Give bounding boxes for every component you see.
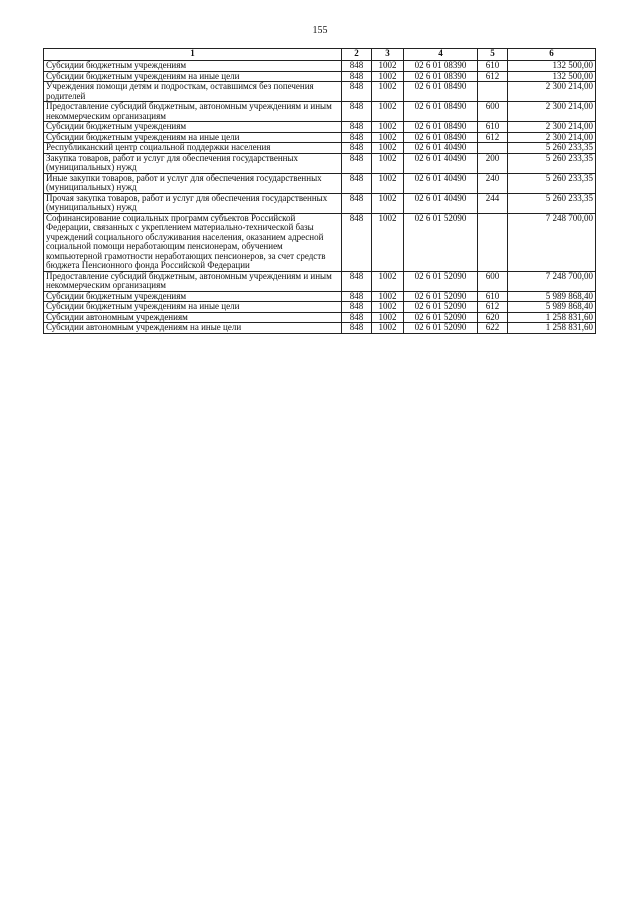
expense-type-cell: 600	[478, 102, 508, 122]
amount-cell: 2 300 214,00	[508, 122, 596, 133]
amount-cell: 5 260 233,35	[508, 143, 596, 154]
expense-type-cell: 610	[478, 291, 508, 302]
table-row	[44, 82, 596, 102]
item-name-cell: Предоставление субсидий бюджетным, автономным учреждениям и иным некоммерческим организациям	[44, 102, 342, 122]
column-header: 6	[508, 49, 596, 61]
item-name-cell: Субсидии бюджетным учреждениям на иные цели	[44, 302, 342, 313]
table-row	[44, 102, 596, 122]
expense-type-cell: 610	[478, 61, 508, 72]
expense-type-cell: 612	[478, 132, 508, 143]
expense-type-cell: 600	[478, 271, 508, 291]
ministry-code-cell: 848	[342, 102, 372, 122]
target-article-cell: 02 6 01 40490	[404, 143, 478, 154]
target-article-cell: 02 6 01 52090	[404, 312, 478, 323]
amount-cell: 7 248 700,00	[508, 213, 596, 271]
amount-cell: 5 260 233,35	[508, 153, 596, 173]
item-name-cell: Субсидии бюджетным учреждениям	[44, 61, 342, 72]
amount-cell: 2 300 214,00	[508, 132, 596, 143]
column-header: 3	[372, 49, 404, 61]
table-row	[44, 143, 596, 154]
item-name-cell: Субсидии бюджетным учреждениям на иные цели	[44, 71, 342, 82]
item-name-cell: Иные закупки товаров, работ и услуг для обеспечения государственных (муниципальных) нужд	[44, 173, 342, 193]
table-row	[44, 271, 596, 291]
amount-cell: 132 500,00	[508, 71, 596, 82]
table-row	[44, 193, 596, 213]
amount-cell: 1 258 831,60	[508, 312, 596, 323]
expense-type-cell: 240	[478, 173, 508, 193]
ministry-code-cell: 848	[342, 153, 372, 173]
amount-cell: 2 300 214,00	[508, 82, 596, 102]
ministry-code-cell: 848	[342, 143, 372, 154]
expense-type-cell: 612	[478, 302, 508, 313]
item-name-cell: Республиканский центр социальной поддержки населения	[44, 143, 342, 154]
item-name-cell: Прочая закупка товаров, работ и услуг для обеспечения государственных (муниципальных) нужд	[44, 193, 342, 213]
target-article-cell: 02 6 01 52090	[404, 302, 478, 313]
budget-table	[43, 48, 596, 334]
table-row	[44, 132, 596, 143]
item-name-cell: Субсидии бюджетным учреждениям	[44, 291, 342, 302]
table-body	[44, 61, 596, 334]
item-name-cell: Софинансирование социальных программ субъектов Российской Федерации, связанных с укреплением материально-технической базы учреждений социального обслуживания населения, оказанием адресной социальной помощи неработающим пенсионерам, обучением компьютерной грамотности неработающих пенсионеров, за счет средств бюджета Пенсионного фонда Российской Федерации	[44, 213, 342, 271]
section-code-cell: 1002	[372, 153, 404, 173]
target-article-cell: 02 6 01 52090	[404, 213, 478, 271]
ministry-code-cell: 848	[342, 291, 372, 302]
expense-type-cell: 244	[478, 193, 508, 213]
ministry-code-cell: 848	[342, 132, 372, 143]
item-name-cell: Закупка товаров, работ и услуг для обеспечения государственных (муниципальных) нужд	[44, 153, 342, 173]
expense-type-cell: 620	[478, 312, 508, 323]
expense-type-cell: 200	[478, 153, 508, 173]
table-row	[44, 173, 596, 193]
ministry-code-cell: 848	[342, 82, 372, 102]
item-name-cell: Субсидии автономным учреждениям	[44, 312, 342, 323]
target-article-cell: 02 6 01 08390	[404, 61, 478, 72]
table-row	[44, 153, 596, 173]
table-row	[44, 302, 596, 313]
section-code-cell: 1002	[372, 143, 404, 154]
table-row	[44, 291, 596, 302]
target-article-cell: 02 6 01 08490	[404, 102, 478, 122]
section-code-cell: 1002	[372, 312, 404, 323]
target-article-cell: 02 6 01 52090	[404, 323, 478, 334]
amount-cell: 5 260 233,35	[508, 193, 596, 213]
column-header: 4	[404, 49, 478, 61]
section-code-cell: 1002	[372, 71, 404, 82]
ministry-code-cell: 848	[342, 271, 372, 291]
expense-type-cell	[478, 82, 508, 102]
amount-cell: 132 500,00	[508, 61, 596, 72]
item-name-cell: Учреждения помощи детям и подросткам, оставшимся без попечения родителей	[44, 82, 342, 102]
target-article-cell: 02 6 01 08390	[404, 71, 478, 82]
ministry-code-cell: 848	[342, 71, 372, 82]
section-code-cell: 1002	[372, 302, 404, 313]
table-row	[44, 71, 596, 82]
ministry-code-cell: 848	[342, 122, 372, 133]
column-header: 1	[44, 49, 342, 61]
table-row	[44, 61, 596, 72]
amount-cell: 5 989 868,40	[508, 302, 596, 313]
amount-cell: 2 300 214,00	[508, 102, 596, 122]
section-code-cell: 1002	[372, 213, 404, 271]
table-row	[44, 213, 596, 271]
ministry-code-cell: 848	[342, 302, 372, 313]
column-header: 5	[478, 49, 508, 61]
section-code-cell: 1002	[372, 122, 404, 133]
ministry-code-cell: 848	[342, 312, 372, 323]
amount-cell: 5 260 233,35	[508, 173, 596, 193]
item-name-cell: Субсидии бюджетным учреждениям на иные цели	[44, 132, 342, 143]
target-article-cell: 02 6 01 52090	[404, 291, 478, 302]
expense-type-cell: 610	[478, 122, 508, 133]
section-code-cell: 1002	[372, 82, 404, 102]
ministry-code-cell: 848	[342, 61, 372, 72]
target-article-cell: 02 6 01 08490	[404, 122, 478, 133]
ministry-code-cell: 848	[342, 173, 372, 193]
target-article-cell: 02 6 01 40490	[404, 173, 478, 193]
page-number: 155	[312, 25, 328, 36]
ministry-code-cell: 848	[342, 323, 372, 334]
expense-type-cell: 622	[478, 323, 508, 334]
target-article-cell: 02 6 01 40490	[404, 193, 478, 213]
section-code-cell: 1002	[372, 102, 404, 122]
section-code-cell: 1002	[372, 323, 404, 334]
column-header: 2	[342, 49, 372, 61]
ministry-code-cell: 848	[342, 193, 372, 213]
table-header-row	[44, 49, 596, 61]
target-article-cell: 02 6 01 52090	[404, 271, 478, 291]
amount-cell: 1 258 831,60	[508, 323, 596, 334]
item-name-cell: Предоставление субсидий бюджетным, автономным учреждениям и иным некоммерческим организациям	[44, 271, 342, 291]
table-row	[44, 122, 596, 133]
item-name-cell: Субсидии бюджетным учреждениям	[44, 122, 342, 133]
table-row	[44, 312, 596, 323]
target-article-cell: 02 6 01 08490	[404, 82, 478, 102]
section-code-cell: 1002	[372, 173, 404, 193]
item-name-cell: Субсидии автономным учреждениям на иные цели	[44, 323, 342, 334]
table-row	[44, 323, 596, 334]
section-code-cell: 1002	[372, 271, 404, 291]
expense-type-cell	[478, 213, 508, 271]
expense-type-cell	[478, 143, 508, 154]
ministry-code-cell: 848	[342, 213, 372, 271]
amount-cell: 7 248 700,00	[508, 271, 596, 291]
section-code-cell: 1002	[372, 61, 404, 72]
target-article-cell: 02 6 01 40490	[404, 153, 478, 173]
section-code-cell: 1002	[372, 291, 404, 302]
expense-type-cell: 612	[478, 71, 508, 82]
target-article-cell: 02 6 01 08490	[404, 132, 478, 143]
section-code-cell: 1002	[372, 132, 404, 143]
section-code-cell: 1002	[372, 193, 404, 213]
amount-cell: 5 989 868,40	[508, 291, 596, 302]
